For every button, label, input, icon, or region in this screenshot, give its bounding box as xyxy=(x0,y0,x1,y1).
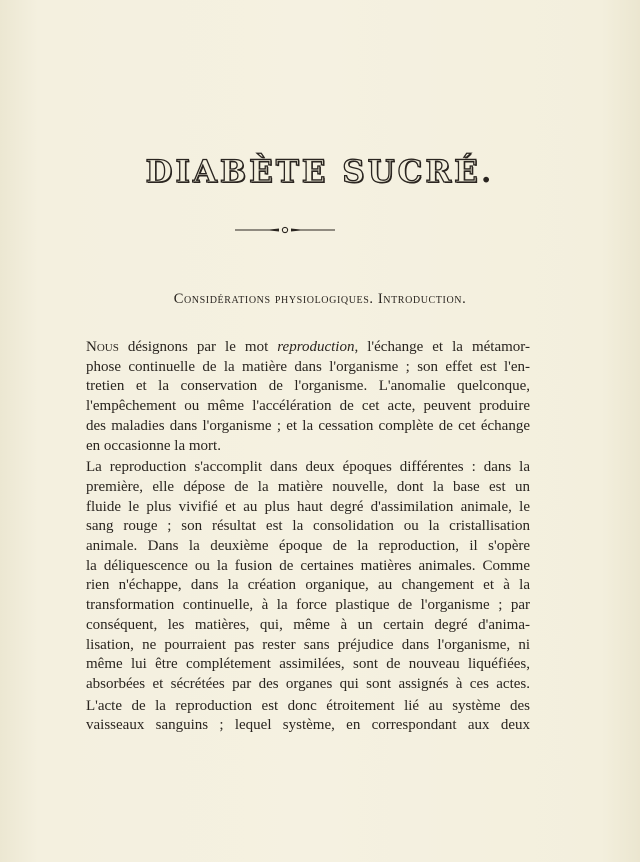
section-heading: Considérations physiologiques. Introduction. xyxy=(173,291,467,307)
text-line: absorbées et sécrétées par des organes qui sont assignés à ces actes. xyxy=(86,675,530,692)
text-line: même lui être complétement assimilées, sont de nouveau liquéfiées, xyxy=(86,656,530,673)
text-line: transformation continuelle, à la force plastique de l'organisme ; par xyxy=(86,597,530,614)
text-line: fluide le plus vivifié et au plus haut degré d'assimilation animale, le xyxy=(86,498,530,515)
text-line: Nous désignons par le mot reproduction, l'échange et la métamor- xyxy=(86,339,530,355)
first-word: Nous xyxy=(86,339,119,355)
text-line: phose continuelle de la matière dans l'organisme ; son effet est l'en- xyxy=(86,358,530,375)
paragraph xyxy=(86,338,530,456)
text-line: première, elle dépose de la matière nouvelle, dont la base est un xyxy=(86,478,530,495)
text-line: animale. Dans la deuxième époque de la reproduction, il s'opère xyxy=(86,538,530,555)
title-period: . xyxy=(480,154,495,190)
paragraph xyxy=(86,458,530,694)
title-text: DIABÈTE SUCRÉ xyxy=(145,154,481,190)
body-text xyxy=(86,338,530,736)
text-line: en occasionne la mort. xyxy=(86,437,221,454)
text-line: tretien et la conservation de l'organisme. L'anomalie quelconque, xyxy=(86,378,530,395)
paragraph xyxy=(86,697,530,736)
text-line: vaisseaux sanguins ; lequel système, en correspondant aux deux xyxy=(86,717,530,734)
text-line: conséquent, les matières, qui, même à un certain degré d'anima- xyxy=(86,616,530,633)
text-line: sang rouge ; son résultat est la consolidation ou la cristallisation xyxy=(86,518,530,535)
text-line: L'acte de la reproduction est donc étroitement lié au système des xyxy=(86,697,530,714)
page-title xyxy=(0,154,640,190)
text-line: des maladies dans l'organisme ; et la cessation complète de cet échange xyxy=(86,417,530,434)
ornament-divider-icon xyxy=(235,224,335,236)
text-line: La reproduction s'accomplit dans deux époques différentes : dans la xyxy=(86,459,530,476)
emphasis: reproduction xyxy=(277,339,355,355)
text-line: lisation, ne pourraient pas rester sans préjudice dans l'organisme, ni xyxy=(86,636,530,653)
text-line: rien n'échappe, dans la création organique, au changement et à la xyxy=(86,577,530,594)
text-line: l'empêchement ou même l'accélération de cet acte, peuvent produire xyxy=(86,398,530,415)
text-line: la déliquescence ou la fusion de certaines matières animales. Comme xyxy=(86,557,530,574)
